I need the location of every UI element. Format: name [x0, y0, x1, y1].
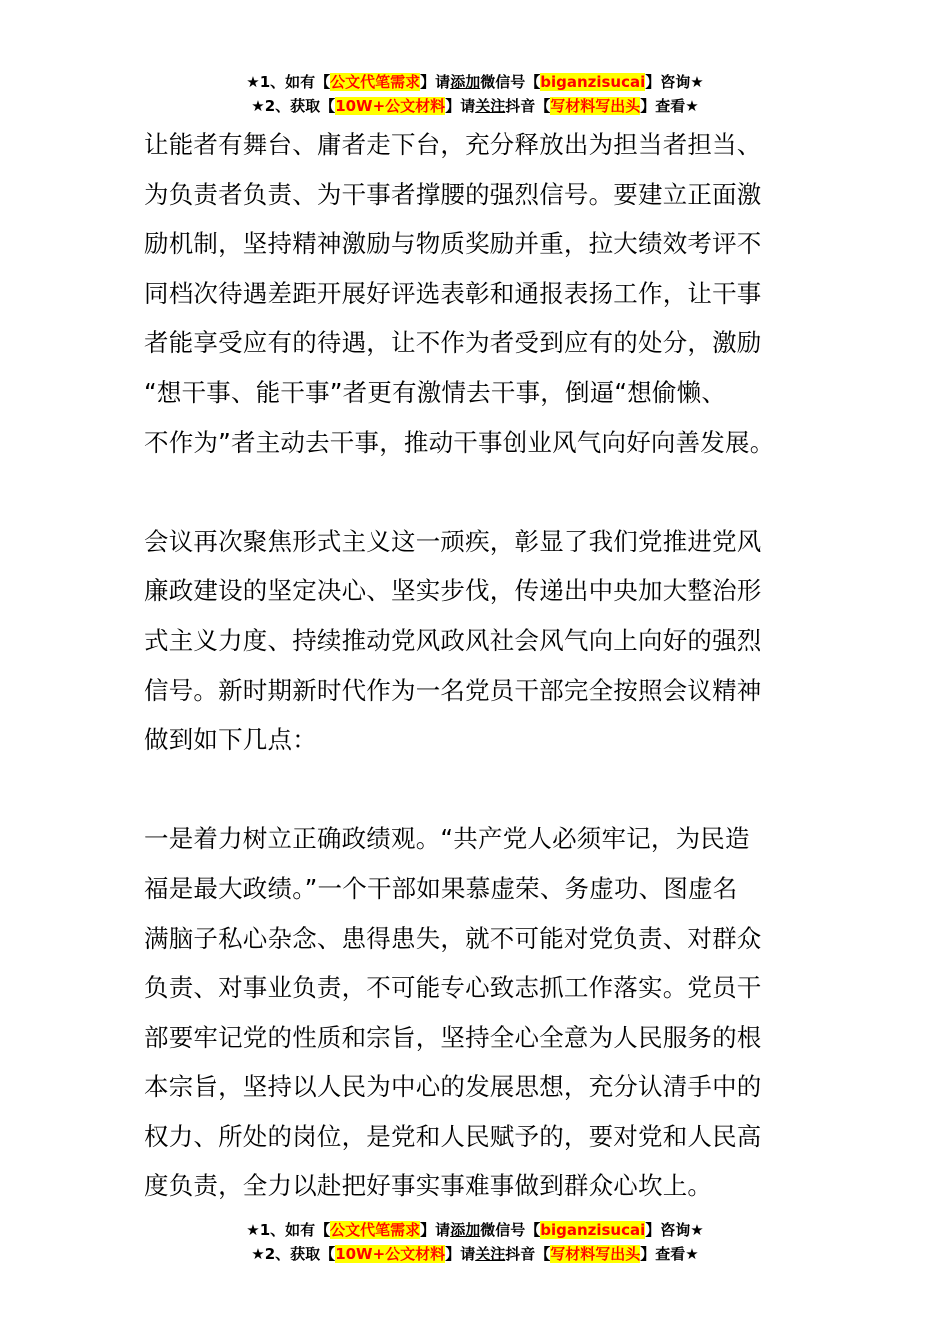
text-line: “想干事、能干事”者更有激情去干事，倒逼“想偷懒、 [144, 377, 727, 407]
text-line: 部要牢记党的性质和宗旨，坚持全心全意为人民服务的根 [144, 1022, 762, 1052]
text-line: 者能享受应有的待遇，让不作为者受到应有的处分，激励 [144, 328, 762, 358]
banner-text: 抖音【 [505, 97, 551, 115]
highlight-text: 10W+公文材料 [335, 97, 446, 115]
banner-text: 】咨询★ [645, 73, 704, 91]
banner-text: 】查看★ [640, 97, 699, 115]
text-line: 度负责，全力以赴把好事实事难事做到群众心坎上。 [144, 1171, 713, 1201]
banner-text: ★1、如有【 [246, 73, 331, 91]
paragraph-2 [144, 517, 814, 765]
text-line: 会议再次聚焦形式主义这一顽疾，彰显了我们党推进党风 [144, 526, 762, 556]
paragraph-3 [144, 814, 814, 1211]
footer-banner [0, 1218, 950, 1266]
text-line: 让能者有舞台、庸者走下台，充分释放出为担当者担当、 [144, 130, 762, 159]
text-line: 励机制，坚持精神激励与物质奖励并重，拉大绩效考评不 [144, 229, 762, 259]
paragraph-gap [144, 765, 814, 815]
banner-text: ★1、如有【 [246, 1221, 331, 1239]
banner-text: 】咨询★ [645, 1221, 704, 1239]
text-line: 权力、所处的岗位，是党和人民赋予的，要对党和人民高 [144, 1121, 762, 1151]
banner-text: 微信号【 [480, 1221, 541, 1239]
paragraph-1 [144, 120, 814, 467]
banner-text: 】请 [445, 1245, 476, 1263]
highlight-text: biganzisucai [540, 1221, 646, 1239]
text-line: 廉政建设的坚定决心、坚实步伐，传递出中央加大整治形 [144, 576, 762, 606]
text-line: 式主义力度、持续推动党风政风社会风气向上向好的强烈 [144, 625, 762, 655]
highlight-text: 10W+公文材料 [335, 1245, 446, 1263]
text-line: 一是着力树立正确政绩观。“共产党人必须牢记，为民造 [144, 824, 750, 854]
text-line: 满脑子私心杂念、患得患失，就不可能对党负责、对群众 [144, 923, 762, 953]
underlined-text: 添加 [450, 1221, 481, 1239]
banner-line-1 [0, 1218, 950, 1242]
banner-text: 】请 [420, 73, 451, 91]
header-banner [0, 70, 950, 118]
highlight-text: 公文代笔需求 [330, 1221, 421, 1239]
text-line: 信号。新时期新时代作为一名党员干部完全按照会议精神 [144, 675, 762, 705]
banner-line-1 [0, 70, 950, 94]
banner-text: 微信号【 [480, 73, 541, 91]
text-line: 做到如下几点： [144, 725, 317, 755]
banner-text: 】请 [420, 1221, 451, 1239]
banner-text: 】请 [445, 97, 476, 115]
banner-line-2 [0, 94, 950, 118]
text-line: 同档次待遇差距开展好评选表彰和通报表扬工作，让干事 [144, 278, 762, 308]
highlight-text: 写材料写出头 [550, 1245, 641, 1263]
underlined-text: 关注 [475, 1245, 506, 1263]
banner-text: ★2、获取【 [251, 1245, 336, 1263]
underlined-text: 关注 [475, 97, 506, 115]
text-line: 本宗旨，坚持以人民为中心的发展思想，充分认清手中的 [144, 1072, 762, 1102]
text-line: 负责、对事业负责，不可能专心致志抓工作落实。党员干 [144, 973, 762, 1003]
text-line: 为负责者负责、为干事者撑腰的强烈信号。要建立正面激 [144, 179, 762, 209]
banner-line-2 [0, 1242, 950, 1266]
paragraph-gap [144, 467, 814, 517]
highlight-text: 写材料写出头 [550, 97, 641, 115]
text-line: 福是最大政绩。”一个干部如果慕虚荣、务虚功、图虚名 [144, 873, 738, 903]
text-line: 不作为”者主动去干事，推动干事创业风气向好向善发展。 [144, 427, 775, 457]
banner-text: 】查看★ [640, 1245, 699, 1263]
underlined-text: 添加 [450, 73, 481, 91]
highlight-text: biganzisucai [540, 73, 646, 91]
document-body [144, 120, 814, 1211]
highlight-text: 公文代笔需求 [330, 73, 421, 91]
banner-text: 抖音【 [505, 1245, 551, 1263]
banner-text: ★2、获取【 [251, 97, 336, 115]
